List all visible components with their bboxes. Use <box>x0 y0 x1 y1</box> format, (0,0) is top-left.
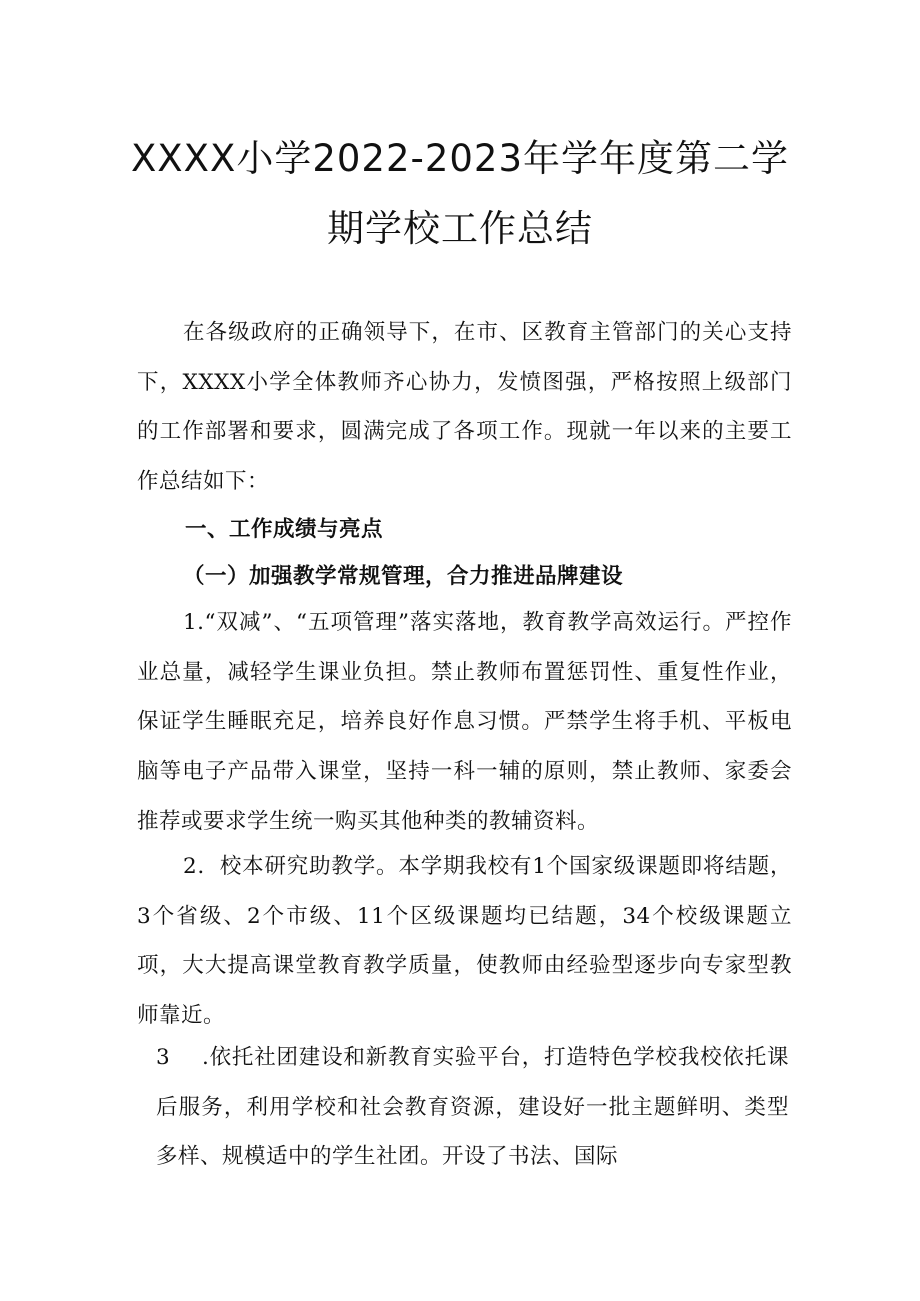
paragraph-item-1: 1.“双减”、“五项管理”落实落地，教育教学高效运行。严控作业总量，减轻学生课业负担。禁止教师布置惩罚性、重复性作业，保证学生睡眠充足，培养良好作息习惯。严禁学生将手机、平板电脑等电子产品带入课堂，坚持一科一辅的原则，禁止教师、家委会推荐或要求学生统一购买其他种类的教辅资料。 <box>137 610 792 834</box>
paragraph-item-3 <box>156 1033 789 1182</box>
item-3-number: 3 <box>156 1045 171 1070</box>
document-title-line-2: 期学校工作总结 <box>327 207 593 250</box>
intro-paragraph: 在各级政府的正确领导下，在市、区教育主管部门的关心支持下，XXXX小学全体教师齐心协力，发愤图强，严格按照上级部门的工作部署和要求，圆满完成了各项工作。现就一年以来的主要工作总结如下： <box>137 320 792 495</box>
subsection-heading-1: （一）加强教学常规管理，合力推进品牌建设 <box>183 564 624 589</box>
paragraph-item-2: 2．校本研究助教学。本学期我校有1个国家级课题即将结题，3个省级、2个市级、11个区级课题均已结题，34个校级课题立项，大大提高课堂教育教学质量，使教师由经验型逐步向专家型教师靠近。 <box>137 854 792 1029</box>
document-title-line-1: XXXX小学2022-2023年学年度第二学 <box>130 137 790 180</box>
item-3-text: .依托社团建设和新教育实验平台，打造特色学校我校依托课后服务，利用学校和社会教育资源，建设好一批主题鲜明、类型多样、规模适中的学生社团。开设了书法、国际 <box>156 1045 789 1170</box>
section-heading-1: 一、工作成绩与亮点 <box>185 517 384 542</box>
